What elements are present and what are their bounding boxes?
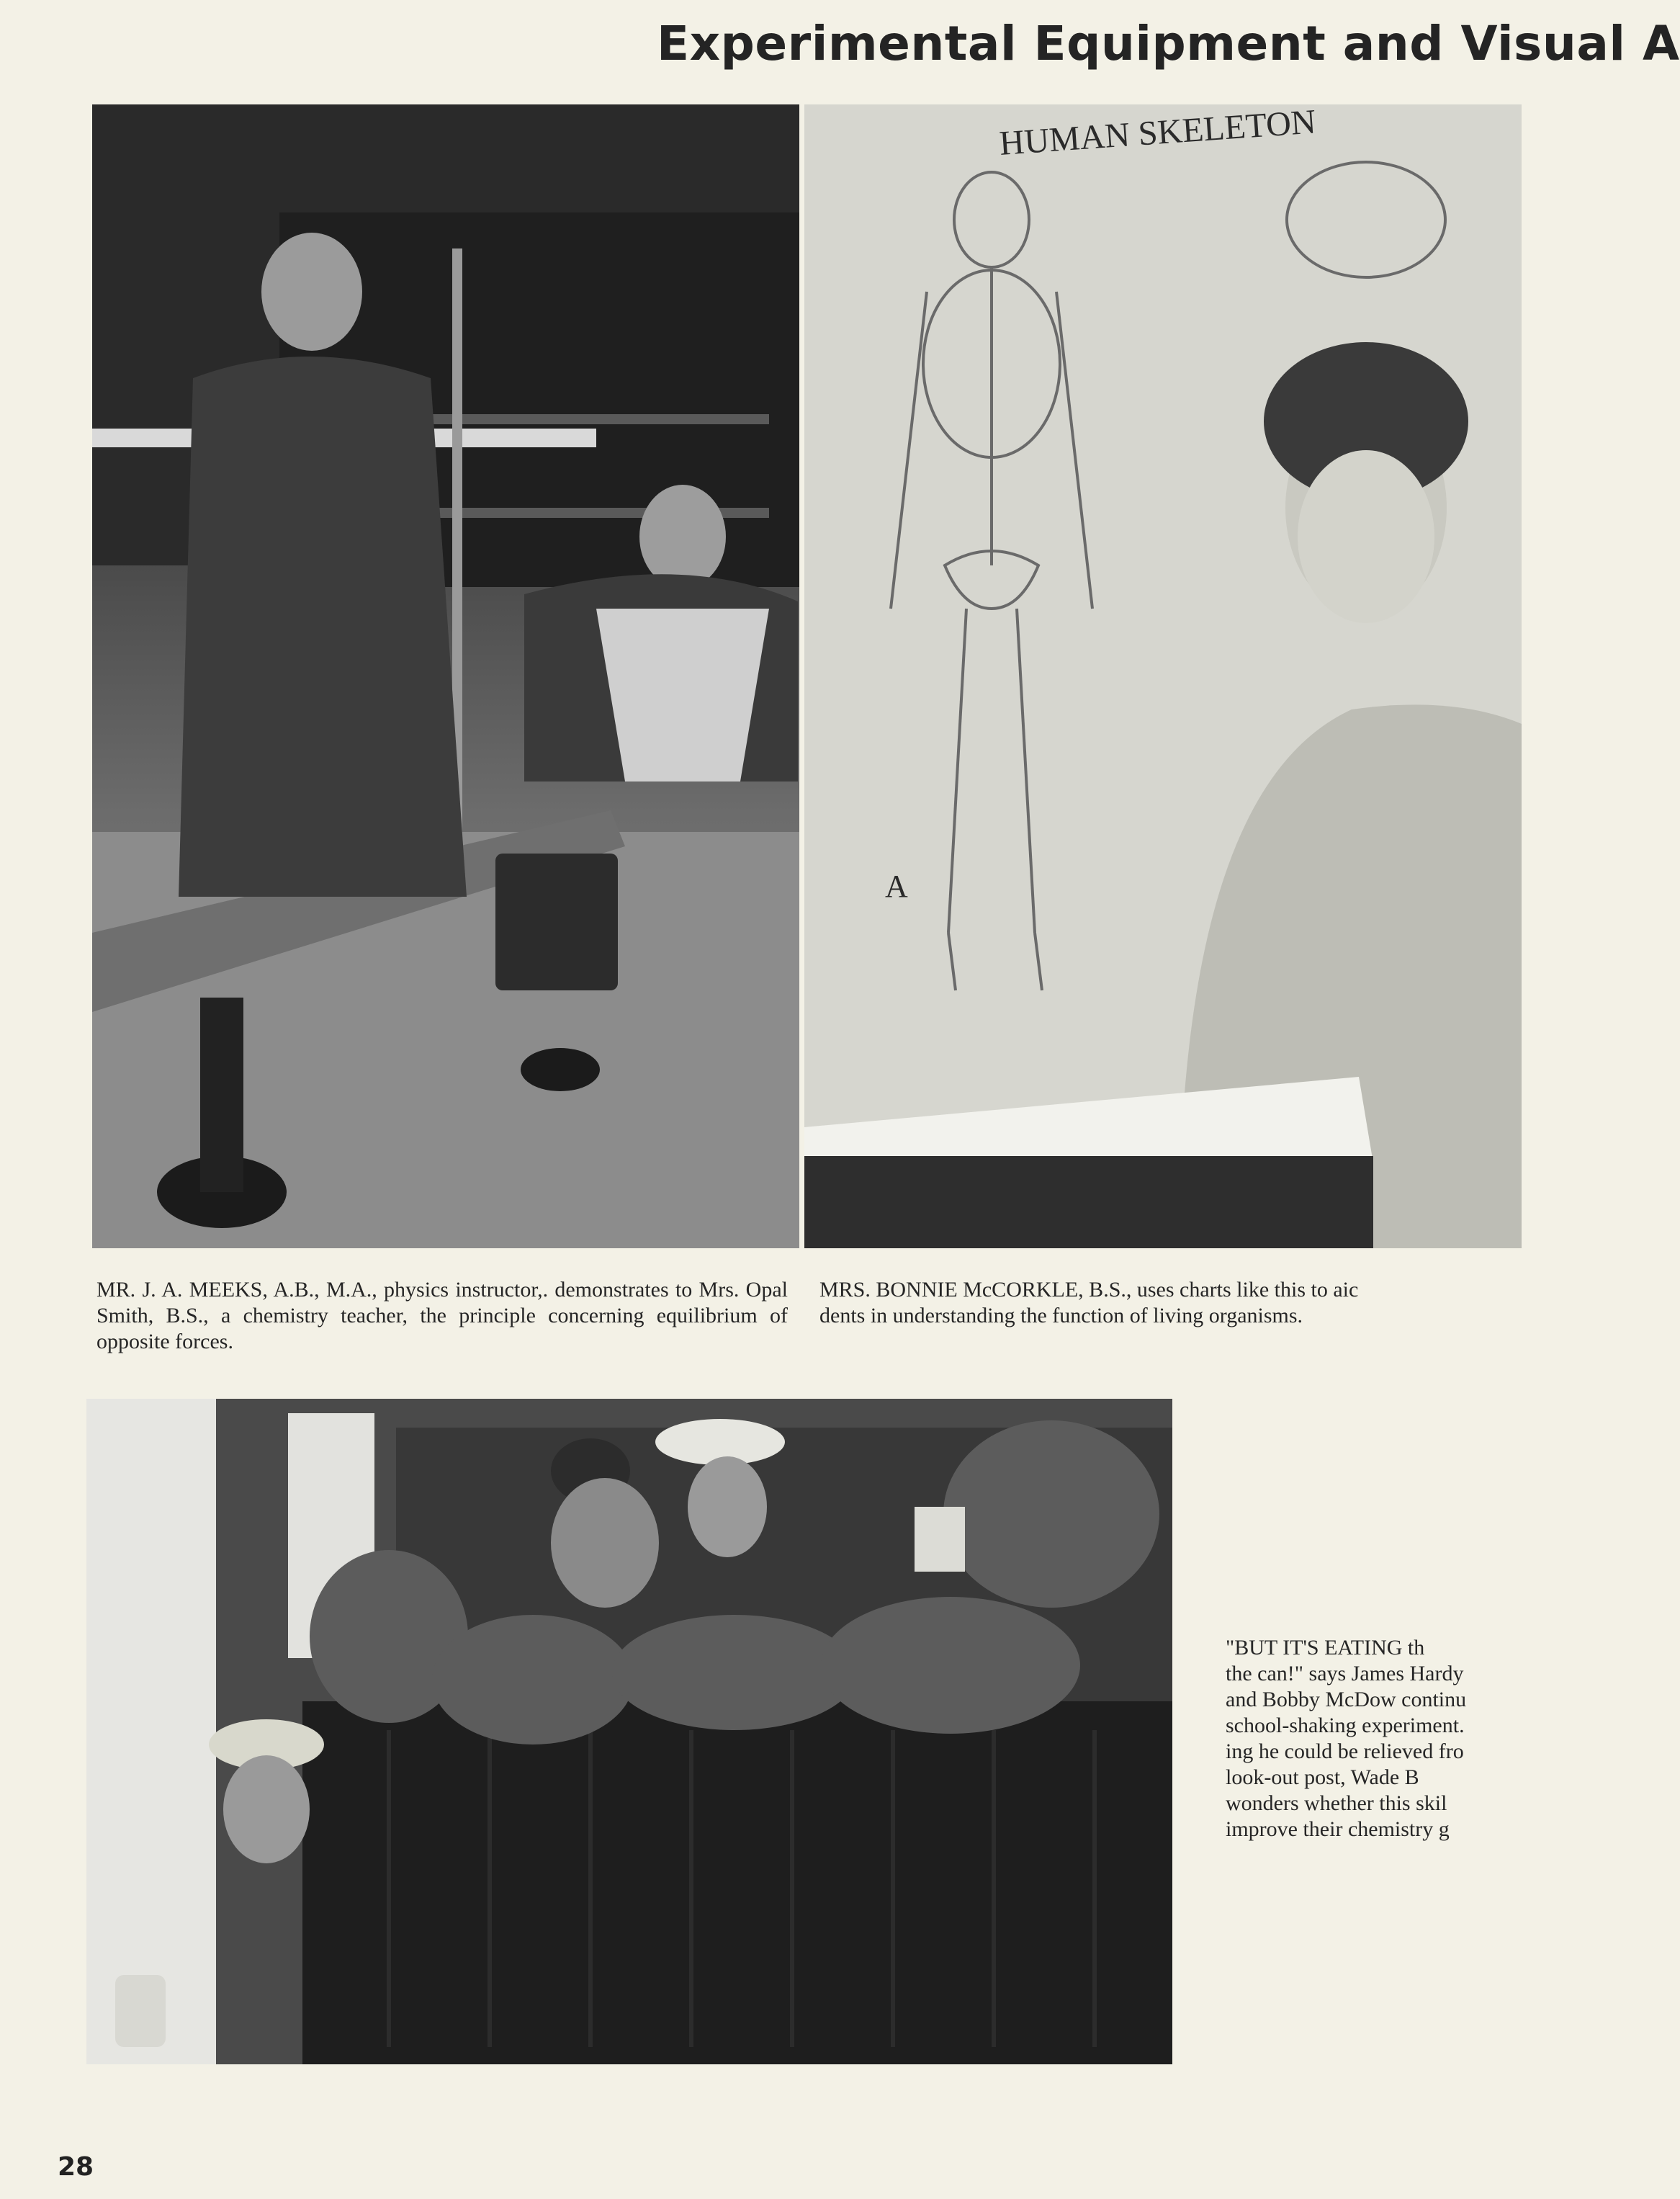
photo-skeleton-chart: [804, 104, 1522, 1248]
page-number: 28: [58, 2152, 94, 2182]
chemistry-scene: [86, 1399, 1172, 2064]
caption-physics: MR. J. A. MEEKS, A.B., M.A., physics instructor,. demonstrates to Mrs. Opal Smith, B.S., a chemistry teacher, the principle concerning equilibrium of opposite forces.: [96, 1278, 788, 1353]
physics-scene: [92, 104, 799, 1248]
skeleton-scene: [804, 104, 1522, 1248]
chart-heading: HUMAN SKELETON: [998, 102, 1318, 163]
page-title: Experimental Equipment and Visual A: [657, 16, 1680, 71]
photo-physics-demonstration: [92, 104, 799, 1248]
caption-skeleton: MRS. BONNIE McCORKLE, B.S., uses charts like this to aic dents in understanding the function of living organisms.: [819, 1278, 1359, 1327]
caption-chemistry: "BUT IT'S EATING th the can!" says James Hardy and Bobby McDow continu school-shaking experiment. ing he could be relieved fro look-out post, Wade B wonders whether this skil improve their chemistry g: [1226, 1636, 1467, 1841]
photo-chemistry-experiment: [86, 1399, 1172, 2064]
chart-letter: A: [885, 869, 908, 904]
